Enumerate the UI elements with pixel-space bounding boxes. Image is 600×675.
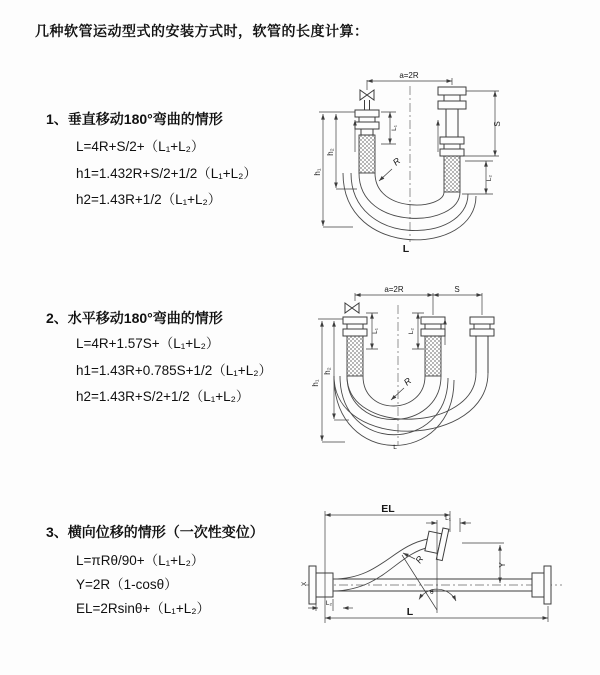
diagram-vertical-180-bend xyxy=(305,60,590,260)
curved-hose xyxy=(333,525,449,591)
diagram-horizontal-180-bend xyxy=(305,283,595,461)
dim-label-l: L xyxy=(406,606,414,618)
section-2-formula-h2: h2=1.43R+S/2+1/2（L₁+L₂） xyxy=(76,389,250,404)
section-1-formula-h2: h2=1.43R+1/2（L₁+L₂） xyxy=(76,192,222,207)
braid-section xyxy=(425,336,441,376)
section-3-heading: 3、横向位移的情形（一次性变位） xyxy=(46,524,264,540)
left-flange xyxy=(309,566,333,604)
dim-label-el: EL xyxy=(381,503,395,515)
section-3-formula-EL: EL=2Rsinθ+（L₁+L₂） xyxy=(76,601,210,616)
dim-label-l1: L₁ xyxy=(372,328,379,334)
dimension-labels xyxy=(313,71,502,255)
dim-label-s: S xyxy=(493,121,502,127)
section-1-formula-L: L=4R+S/2+（L₁+L₂） xyxy=(76,139,205,154)
dim-label-l: L xyxy=(402,243,410,255)
dim-label-y: Y xyxy=(498,562,507,568)
dim-label-l: L xyxy=(393,444,397,451)
left-pipe xyxy=(343,303,367,376)
section-1-formula-h1: h1=1.432R+S/2+1/2（L₁+L₂） xyxy=(76,166,257,181)
dim-label-x: X xyxy=(301,581,308,587)
valve-icon xyxy=(360,90,374,100)
left-pipe xyxy=(355,90,379,173)
dimension-labels xyxy=(301,503,507,618)
section-3-formula-Y: Y=2R（1-cosθ） xyxy=(76,577,178,592)
braid-section xyxy=(359,135,375,173)
right-pipe xyxy=(438,87,466,192)
middle-pipe xyxy=(421,317,445,376)
dim-label-h2: h₂ xyxy=(323,367,332,375)
page-title: 几种软管运动型式的安装方式时，软管的长度计算： xyxy=(35,23,369,39)
dim-label-h2: h₂ xyxy=(326,148,335,156)
right-flange xyxy=(532,566,551,604)
dimension-lines xyxy=(308,511,548,623)
dim-label-r: R xyxy=(390,155,403,168)
dim-label-h1: h₁ xyxy=(311,379,320,387)
right-pipe xyxy=(470,317,494,373)
dim-label-a2r: a=2R xyxy=(399,71,419,80)
braid-section xyxy=(347,336,363,376)
dim-label-a2r: a=2R xyxy=(384,285,404,294)
dim-label-theta: θ xyxy=(430,589,434,596)
section-1-heading: 1、垂直移动180°弯曲的情形 xyxy=(46,111,223,127)
dim-label-l1: L₁ xyxy=(445,515,451,522)
tilted-flange xyxy=(424,525,449,560)
dim-label-s: S xyxy=(454,285,460,294)
dim-label-l1: L₁ xyxy=(391,125,398,131)
dim-label-h1: h₁ xyxy=(313,168,322,176)
section-2-formula-L: L=4R+1.57S+（L₁+L₂） xyxy=(76,336,220,351)
diagram-lateral-displacement xyxy=(300,498,598,670)
dim-label-l2: L₂ xyxy=(486,174,493,182)
dim-label-r: R xyxy=(413,554,426,566)
section-2-heading: 2、水平移动180°弯曲的情形 xyxy=(46,310,223,326)
dim-label-r: R xyxy=(401,375,414,388)
braid-section xyxy=(444,156,460,192)
section-3-formula-L: L=πRθ/90+（L₁+L₂） xyxy=(76,553,205,568)
section-2-formula-h1: h1=1.43R+0.785S+1/2（L₁+L₂） xyxy=(76,363,272,378)
valve-icon xyxy=(345,303,359,313)
dim-label-l2: L₂ xyxy=(325,600,333,607)
dim-label-l2: L₂ xyxy=(408,327,415,335)
